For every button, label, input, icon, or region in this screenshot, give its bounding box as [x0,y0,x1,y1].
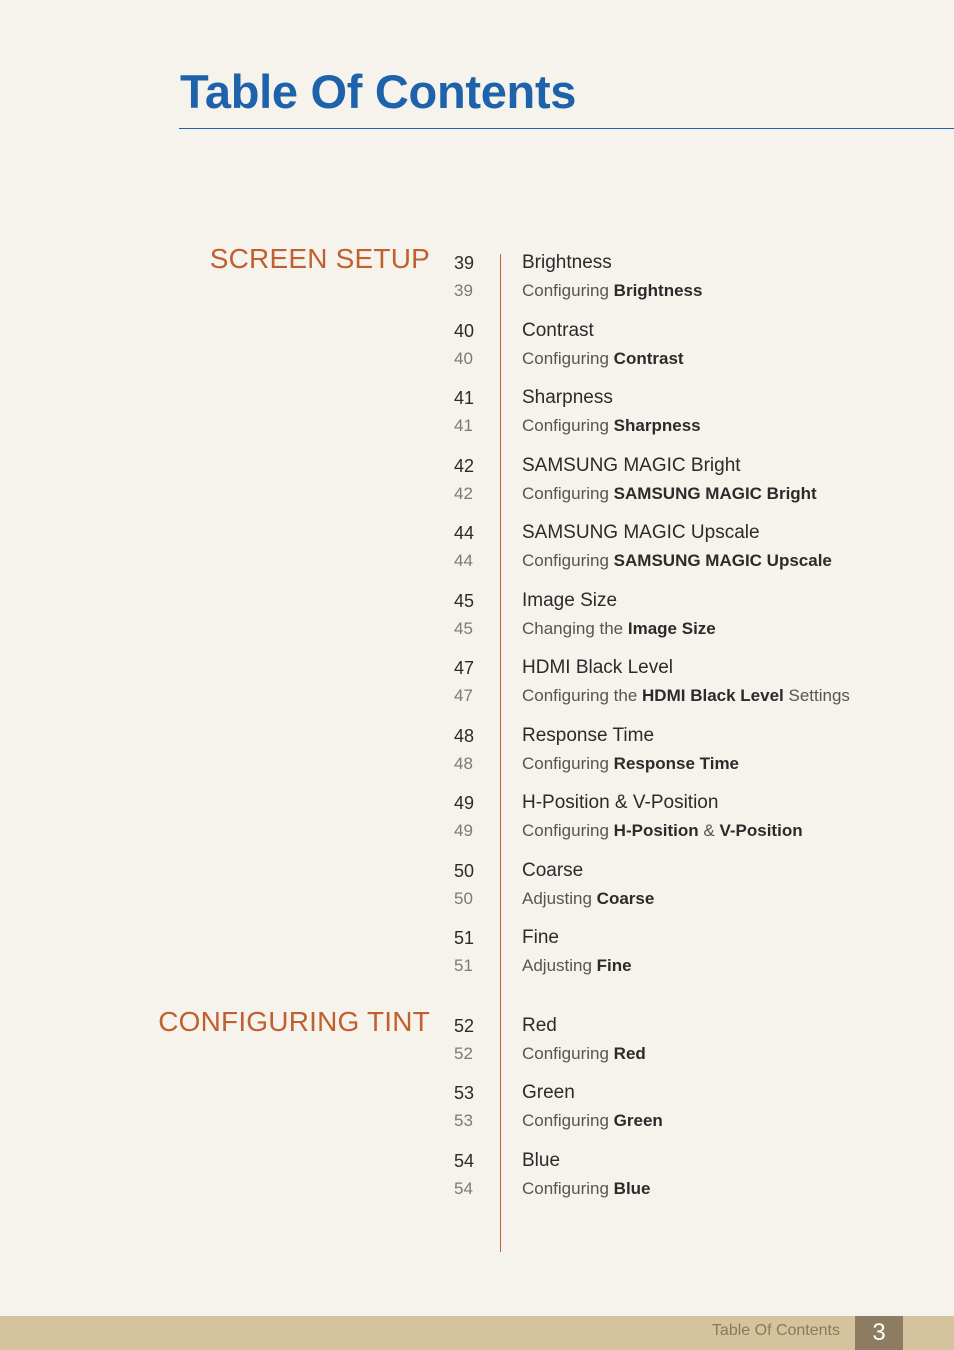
subentry-page-number[interactable]: 51 [454,956,473,975]
entry-title[interactable]: Image Size [522,590,618,611]
entry-page-number[interactable]: 50 [454,861,475,881]
entry-title[interactable]: SAMSUNG MAGIC Bright [522,455,741,476]
entry-page-number[interactable]: 39 [454,253,475,273]
title-divider [179,128,954,129]
subentry-title[interactable] [522,685,850,707]
entry-title[interactable]: Coarse [522,860,584,881]
entry-title[interactable]: SAMSUNG MAGIC Upscale [522,522,760,543]
subentry-title[interactable] [522,348,684,370]
entry-title[interactable]: Green [522,1082,575,1103]
subentry-title-emphasis: Green [613,1111,663,1130]
entry-title[interactable]: Red [522,1015,557,1036]
entry-page-number[interactable]: 44 [454,523,475,543]
subentry-page-number[interactable]: 53 [454,1111,473,1130]
subentry-title-text: Configuring [522,551,614,570]
subentry-title-text: Adjusting [522,889,597,908]
subentry-title-emphasis: Blue [613,1179,651,1198]
entry-page-number[interactable]: 45 [454,591,475,611]
subentry-title[interactable] [522,820,803,842]
subentry-title-text: Configuring the [522,686,643,705]
subentry-title-text: Configuring [522,1111,614,1130]
subentry-title-emphasis: Contrast [613,349,684,368]
entry-page-number[interactable]: 51 [454,928,475,948]
subentry-page-number[interactable]: 54 [454,1179,473,1198]
subentry-page-number[interactable]: 48 [454,754,473,773]
subentry-title-emphasis: SAMSUNG MAGIC Upscale [613,551,832,570]
toc-entry[interactable] [0,522,954,582]
entry-title[interactable]: Sharpness [522,387,613,408]
subentry-title[interactable] [522,888,654,910]
subentry-page-number[interactable]: 52 [454,1044,473,1063]
subentry-page-number[interactable]: 49 [454,821,473,840]
entry-title[interactable]: Blue [522,1150,561,1171]
entry-title[interactable]: Response Time [522,725,655,746]
subentry-title-emphasis: Fine [596,956,632,975]
subentry-title-text: Configuring [522,416,614,435]
toc-entry[interactable] [0,1150,954,1210]
subentry-title-text: Configuring [522,349,614,368]
subentry-title-emphasis: SAMSUNG MAGIC Bright [613,484,817,503]
section-heading: CONFIGURING TINT [158,1005,430,1037]
subentry-title-text: & [698,821,720,840]
toc-entry[interactable] [0,792,954,852]
subentry-page-number[interactable]: 47 [454,686,473,705]
subentry-title-emphasis: H-Position [613,821,699,840]
entry-page-number[interactable]: 42 [454,456,475,476]
toc-entry[interactable] [0,320,954,380]
subentry-page-number[interactable]: 45 [454,619,473,638]
subentry-title-emphasis: Image Size [627,619,716,638]
subentry-title-emphasis: Red [613,1044,646,1063]
subentry-page-number[interactable]: 40 [454,349,473,368]
subentry-page-number[interactable]: 39 [454,281,473,300]
entry-page-number[interactable]: 49 [454,793,475,813]
subentry-title[interactable] [522,955,632,977]
subentry-title-text: Configuring [522,754,614,773]
toc-entry[interactable] [0,927,954,987]
toc-entry[interactable] [0,590,954,650]
subentry-title-text: Changing the [522,619,628,638]
subentry-page-number[interactable]: 50 [454,889,473,908]
subentry-title-emphasis: Response Time [613,754,740,773]
subentry-title[interactable] [522,415,701,437]
toc-entry[interactable] [0,387,954,447]
subentry-title-text: Adjusting [522,956,597,975]
subentry-title-emphasis: Coarse [596,889,655,908]
toc-entry[interactable] [0,860,954,920]
subentry-page-number[interactable]: 44 [454,551,473,570]
subentry-title[interactable] [522,483,817,505]
subentry-title[interactable] [522,280,702,302]
subentry-title-text: Configuring [522,1179,614,1198]
subentry-title-text: Configuring [522,484,614,503]
subentry-title[interactable] [522,618,716,640]
page-title: Table Of Contents [180,65,577,118]
entry-title[interactable]: Brightness [522,252,612,273]
footer-page-number: 3 [855,1316,903,1350]
toc-entry[interactable] [0,1082,954,1142]
entry-page-number[interactable]: 47 [454,658,475,678]
subentry-title-text: Settings [783,686,850,705]
subentry-title-emphasis: V-Position [719,821,803,840]
subentry-title-emphasis: HDMI Black Level [642,686,784,705]
subentry-title[interactable] [522,1043,646,1065]
entry-title[interactable]: H-Position & V-Position [522,792,719,813]
toc-entry[interactable] [0,455,954,515]
toc-entry[interactable] [0,1015,954,1075]
subentry-page-number[interactable]: 41 [454,416,473,435]
subentry-page-number[interactable]: 42 [454,484,473,503]
entry-title[interactable]: HDMI Black Level [522,657,673,678]
subentry-title[interactable] [522,1110,663,1132]
subentry-title-emphasis: Brightness [613,281,703,300]
subentry-title-text: Configuring [522,821,614,840]
entry-title[interactable]: Fine [522,927,559,948]
section-heading: SCREEN SETUP [209,243,430,274]
entry-page-number[interactable]: 54 [454,1151,475,1171]
subentry-title[interactable] [522,753,739,775]
toc-entry[interactable] [0,725,954,785]
subentry-title[interactable] [522,1178,651,1200]
toc-entry[interactable] [0,657,954,717]
subentry-title[interactable] [522,550,832,572]
subentry-title-text: Configuring [522,281,614,300]
subentry-title-text: Configuring [522,1044,614,1063]
entry-page-number[interactable]: 41 [454,388,475,408]
subentry-title-emphasis: Sharpness [613,416,701,435]
entry-title[interactable]: Contrast [522,320,594,341]
footer-label: Table Of Contents [711,1322,840,1339]
entry-page-number[interactable]: 48 [454,726,475,746]
entry-page-number[interactable]: 40 [454,321,475,341]
entry-page-number[interactable]: 53 [454,1083,475,1103]
entry-page-number[interactable]: 52 [454,1016,475,1036]
toc-entry[interactable] [0,252,954,312]
